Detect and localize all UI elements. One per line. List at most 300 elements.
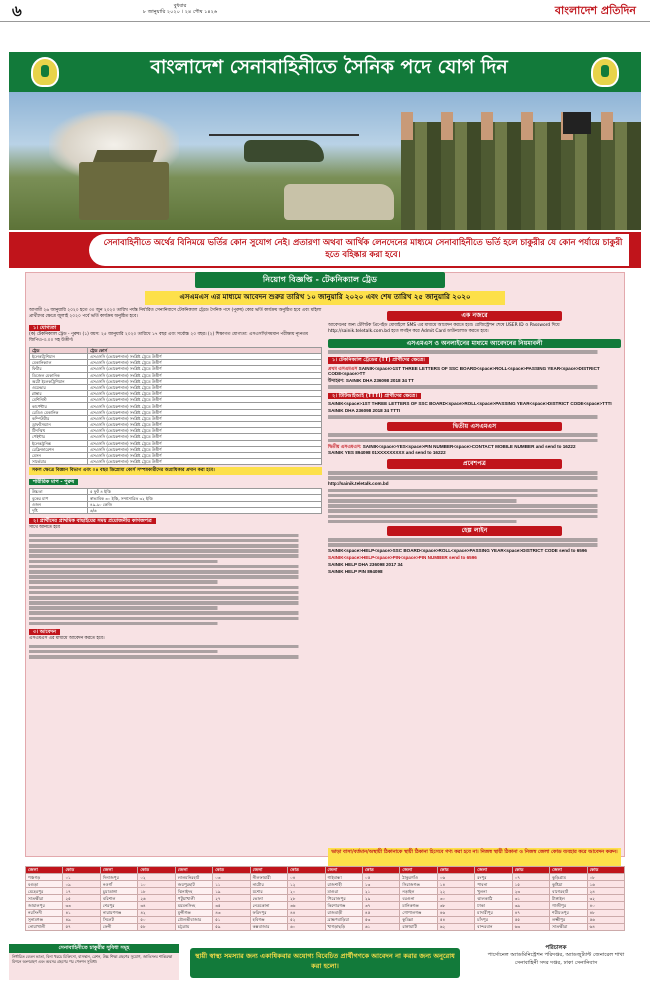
district-row (26, 888, 625, 895)
help-sms-format: SAINIK<space>HELP<space>SSC BOARD<space>ROLL<space>PASSING YEAR<space>DISTRICT CODE send to 6596 (328, 548, 587, 554)
physical-key: ওজন (30, 501, 88, 507)
text-line (29, 606, 234, 610)
district-code-header: কোড (362, 867, 399, 874)
district-name: বগুড়া (26, 881, 63, 888)
district-code: ৩৪ (138, 902, 175, 909)
trade-name: ডিজেল মেকানিক (30, 372, 88, 378)
text-line (29, 544, 322, 548)
trade-course: এসএসসি (ভোকেশনাল) সংশ্লিষ্ট ট্রেডে উত্তীর্ণ (88, 428, 322, 434)
banner-title: বাংলাদেশ সেনাবাহিনীতে সৈনিক পদে যোগ দিন (150, 56, 508, 78)
text-line (328, 439, 621, 443)
admit-card-url[interactable]: http://sainik.teletalk.com.bd (328, 481, 389, 487)
text-line (29, 601, 322, 605)
district-name: রাজবাড়ী (325, 909, 362, 916)
sms-rules-heading: এসএমএস ও অনলাইনের মাধ্যমে আবেদনের নিয়মাবলী (328, 339, 621, 349)
district-name: সিরাজগঞ্জ (400, 881, 437, 888)
district-code: ৬৪ (587, 923, 624, 930)
trade-course: এসএসসি (ভোকেশনাল) সংশ্লিষ্ট ট্রেডে উত্তীর্ণ (88, 353, 322, 359)
district-code: ০৫ (362, 874, 399, 881)
physical-key: দৃষ্টি (30, 507, 88, 513)
text-line (328, 494, 621, 498)
text-line (29, 655, 322, 659)
district-code: ৫৪ (437, 916, 474, 923)
district-name: ময়মনসিংহ (175, 902, 212, 909)
physical-value: ৫ ফুট ৪ ইঞ্চি (88, 489, 322, 495)
district-name: সিলেট (100, 916, 137, 923)
district-name: বান্দরবান (475, 923, 512, 930)
district-name: সাতক্ষীরা (550, 923, 587, 930)
trade-name: ওয়েল্ডার (30, 384, 88, 390)
text-line (328, 509, 621, 513)
district-code: ২৮ (288, 895, 325, 902)
district-code: ২৩ (512, 888, 549, 895)
district-name: পটুয়াখালী (175, 895, 212, 902)
district-name: ঢাকা (475, 902, 512, 909)
newspaper-logo: বাংলাদেশ প্রতিদিন (554, 4, 636, 17)
text-line (328, 543, 621, 547)
district-code: ২৭ (213, 895, 250, 902)
text-line (328, 520, 533, 524)
trade-course: এসএসসি (ভোকেশনাল) সংশ্লিষ্ট ট্রেডে উত্তীর্ণ (88, 452, 322, 458)
sms-format-ttti: SAINIK<space>1ST THREE LETTERS OF SSC BOARD<space>ROLL<space>PASSING YEAR<space>DISTRICT CODE<space>TTTI (328, 400, 612, 406)
district-name-header: জেলা (400, 867, 437, 874)
district-code: ০১ (63, 874, 100, 881)
district-name: রংপুর (475, 874, 512, 881)
armored-vehicle (284, 184, 394, 220)
second-sms-format (328, 444, 621, 450)
course-col-header: ট্রেড কোর্স (88, 347, 322, 353)
district-name: কুষ্টিয়া (550, 881, 587, 888)
text-line (328, 504, 621, 508)
section-documents: ২। প্রার্থীদের প্রাথমিক বাছাইয়ের সময় প্রয়োজনীয় কাগজপত্র (29, 518, 156, 524)
text-line (29, 617, 322, 621)
district-code: ৬৩ (512, 923, 549, 930)
help-example: SAINIK HELP DHA 236098 2017 34 (328, 561, 403, 567)
district-name: রাঙ্গামাটি (400, 923, 437, 930)
district-name: নারায়ণগঞ্জ (100, 909, 137, 916)
text-line (328, 538, 621, 542)
sms-format-tt: SAINIK<space>1ST THREE LETTERS OF SSC BOARD<space>ROLL<space>PASSING YEAR<space>DISTRICT CODE<space>TT (328, 365, 600, 377)
trade-course: এসএসসি (ভোকেশনাল) সংশ্লিষ্ট ট্রেডে উত্তীর্ণ (88, 409, 322, 415)
text-line (328, 385, 621, 389)
example-label: উদাহরণ: (328, 378, 345, 384)
health-notice: স্থায়ী স্বাস্থ্য সমস্যার জন্য একাধিকবার অযোগ্য বিবেচিত প্রার্থীগণকে আবেদন না করার জন্য অনুরোধ করা হলো। (190, 948, 460, 978)
section-application: ৩। আবেদন (29, 629, 60, 635)
text-line (29, 534, 322, 538)
district-code: ৬০ (288, 923, 325, 930)
district-name: ফরিদপুর (250, 909, 287, 916)
district-name: কুমিল্লা (400, 916, 437, 923)
text-line (29, 650, 234, 654)
helicopter-rotor (209, 134, 359, 136)
district-name: গাজীপুর (550, 902, 587, 909)
district-code: ১৮ (138, 888, 175, 895)
district-name: নেত্রকোনা (250, 902, 287, 909)
sms-example-tt (328, 378, 621, 384)
trade-name: মেকানিক্যাল (30, 360, 88, 366)
physical-row (30, 507, 322, 513)
district-code: ০২ (138, 874, 175, 881)
district-code: ৫০ (138, 916, 175, 923)
district-row (26, 902, 625, 909)
district-name: পাবনা (475, 881, 512, 888)
district-code: ০৮ (587, 874, 624, 881)
district-code: ৩৯ (512, 902, 549, 909)
soldiers-group (401, 122, 641, 230)
text-line (29, 560, 234, 564)
intro-paragraph: আগামী ২৬ জানুয়ারি ২০২০ হতে ৩০ জুন ২০২০ তারিখ পর্যন্ত নির্ধারিত সেনানিবাসে টেকনিক্যাল ট্রেডে সৈনিক পদে (পুরুষ) কোর ভর্তি কার্যক্রম অনুষ্ঠিত হবে এবং মহিলা প্রার্থীদের ক্ষেত্রে জুলাই ২০২০ পর্বে ভর্তি কার্যক্রম অনুষ্ঠিত হবে। (29, 308, 322, 320)
district-code: ০৩ (213, 874, 250, 881)
district-code: ৪১ (63, 909, 100, 916)
district-row (26, 909, 625, 916)
trade-course: এসএসসি (ভোকেশনাল) সংশ্লিষ্ট ট্রেডে উত্তীর্ণ (88, 360, 322, 366)
district-code: ৪০ (587, 902, 624, 909)
district-code: ১৯ (213, 888, 250, 895)
district-code: ৩১ (512, 895, 549, 902)
at-a-glance-heading: এক নজরে (387, 311, 563, 321)
benefits-box (9, 944, 179, 980)
district-name: মেহেরপুর (26, 888, 63, 895)
district-code: ০৯ (63, 881, 100, 888)
district-name: সুনামগঞ্জ (26, 916, 63, 923)
district-name: জামালপুর (26, 902, 63, 909)
text-line (29, 596, 322, 600)
text-line (29, 539, 322, 543)
text-line (328, 433, 621, 437)
district-code: ২৫ (63, 895, 100, 902)
district-code: ৩৩ (63, 902, 100, 909)
help-pin-format: SAINIK<space>HELP<space>PIN<space>PIN NUMBER send to 6596 (328, 555, 477, 561)
text-line (29, 565, 322, 569)
application-dates: এসএমএস এর মাধ্যমে আবেদন শুরুর তারিখ ১০ জানুয়ারি ২০২০ এবং শেষ তারিখ ২৫ জানুয়ারি ২০২০ (145, 291, 505, 305)
text-line (328, 489, 621, 493)
text-line (29, 586, 322, 590)
sms-example-yes: SAINIK YES 894098 01XXXXXXXXX and send to 16222 (328, 450, 446, 456)
first-sms-label: প্রথম এসএমএস (328, 365, 358, 371)
text-line (328, 476, 621, 480)
district-name: ভোলা (250, 895, 287, 902)
district-name: শেরপুর (100, 902, 137, 909)
district-name: ব্রাহ্মণবাড়িয়া (325, 916, 362, 923)
tt-heading: ১। টেকনিক্যাল ট্রেডের (TT) প্রার্থীদের ক্ষেত্রে। (328, 357, 429, 363)
text-line (29, 645, 322, 649)
district-name: টাঙ্গাইল (550, 895, 587, 902)
district-name: শরীয়তপুর (550, 909, 587, 916)
district-name: বরগুনা (400, 895, 437, 902)
trade-course: এসএসসি (ভোকেশনাল) সংশ্লিষ্ট ট্রেডে উত্তীর্ণ (88, 384, 322, 390)
trade-course: এসএসসি (ভোকেশনাল) সংশ্লিষ্ট ট্রেডে উত্তীর্ণ (88, 434, 322, 440)
district-name: ঠাকুরগাঁও (400, 874, 437, 881)
trade-table (29, 347, 322, 466)
trade-name: ইলেকট্রিশিয়ান (30, 353, 88, 359)
trade-course: এসএসসি (ভোকেশনাল) সংশ্লিষ্ট ট্রেডে উত্তীর্ণ (88, 403, 322, 409)
warning-notice (9, 232, 641, 268)
physical-value: ৬/৬ (88, 507, 322, 513)
trade-row (30, 459, 322, 465)
trade-name: ড্রাফটসম্যান (30, 422, 88, 428)
trade-name: কম্পিউটার (30, 415, 88, 421)
page-number: ৬ (12, 2, 22, 20)
district-code: ৫৮ (138, 923, 175, 930)
ad-banner (9, 52, 641, 92)
district-name: দিনাজপুর (100, 874, 137, 881)
trade-name: পেইন্টার (30, 434, 88, 440)
district-code: ৫৭ (63, 923, 100, 930)
text-line (29, 580, 234, 584)
eligibility-text: (ক) টেকনিক্যাল ট্রেড - পুরুষ। (১) বয়স: ২৫ জানুয়ারি ২০২০ তারিখে ১৭ বছর এবং সর্বোচ্চ ২০ বছর। (২) শিক্ষাগত যোগ্যতা: এসএসসি/সমমান পরীক্ষায় ন্যূনতম জিপিএ-৩.০০ সহ উত্তীর্ণ। (29, 332, 308, 344)
district-code: ৩৮ (437, 902, 474, 909)
district-code: ০৪ (288, 874, 325, 881)
helpline-heading: হেল্প লাইন (387, 526, 563, 536)
district-row (26, 874, 625, 881)
district-name: মুন্সীগঞ্জ (175, 909, 212, 916)
sms-format-yes: SAINIK<space>YES<space>PIN NUMBER<space>CONTACT MOBILE NUMBER and send to 16222 (362, 443, 576, 449)
benefits-title: সেনাবাহিনীতে চাকুরীর সুবিধা সমূহ (9, 944, 179, 953)
district-code: ২৬ (138, 895, 175, 902)
trade-name: রেডিও মেকানিক (30, 409, 88, 415)
text-line (328, 499, 533, 503)
district-code: ২৯ (362, 895, 399, 902)
district-code: ৫৫ (512, 916, 549, 923)
trade-course: এসএসসি (ভোকেশনাল) সংশ্লিষ্ট ট্রেডে উত্তীর্ণ (88, 446, 322, 452)
recruitment-title: নিয়োগ বিজ্ঞপ্তি - টেকনিক্যাল ট্রেড (195, 272, 445, 288)
district-name: গোপালগঞ্জ (400, 909, 437, 916)
documents-head: সাথে আনতে হবে (29, 525, 60, 531)
district-code: ৫৬ (587, 916, 624, 923)
district-code-table (25, 866, 625, 938)
right-column (328, 308, 621, 848)
district-code: ৪৬ (437, 909, 474, 916)
district-name-header: জেলা (325, 867, 362, 874)
district-name: লালমনিরহাট (175, 874, 212, 881)
district-row (26, 881, 625, 888)
district-name: চট্টগ্রাম (175, 923, 212, 930)
priority-note: সকল ক্ষেত্রে বিজ্ঞান বিভাগ এবং ০৪ বছর ডিপ্লোমা কোর্স সম্পন্নকারীদের অগ্রাধিকার প্রদান করা হবে। (29, 467, 322, 475)
district-code: ১৬ (587, 881, 624, 888)
first-sms-format (328, 366, 621, 377)
text-line (29, 554, 322, 558)
trade-course: এসএসসি (ভোকেশনাল) সংশ্লিষ্ট ট্রেডে উত্তীর্ণ (88, 391, 322, 397)
district-name: যশোর (250, 888, 287, 895)
district-code: ২১ (362, 888, 399, 895)
district-name: পঞ্চগড় (26, 874, 63, 881)
district-code: ৪২ (138, 909, 175, 916)
trade-course: এসএসসি (ভোকেশনাল) সংশ্লিষ্ট ট্রেডে উত্তীর্ণ (88, 378, 322, 384)
application-text: এসএমএস এর মাধ্যমে আবেদন করতে হবে। (29, 636, 105, 642)
district-code: ৩২ (587, 895, 624, 902)
district-code: ৩৫ (213, 902, 250, 909)
district-row (26, 923, 625, 930)
district-code-header: কোড (288, 867, 325, 874)
trade-course: এসএসসি (ভোকেশনাল) সংশ্লিষ্ট ট্রেডে উত্তীর্ণ (88, 415, 322, 421)
trade-course: এসএসসি (ভোকেশনাল) সংশ্লিষ্ট ট্রেডে উত্তীর্ণ (88, 422, 322, 428)
text-line (29, 570, 322, 574)
district-name: পিরোজপুর (325, 895, 362, 902)
district-name: গাইবান্ধা (325, 874, 362, 881)
district-code: ৫৯ (213, 923, 250, 930)
trade-col-header: ট্রেড (30, 347, 88, 353)
district-name: ফেনী (100, 923, 137, 930)
district-name: নড়াইল (400, 888, 437, 895)
district-name: মাগুরা (325, 888, 362, 895)
district-code: ৪৫ (362, 909, 399, 916)
district-name-header: জেলা (100, 867, 137, 874)
district-code: ০৬ (437, 874, 474, 881)
district-code: ৫১ (213, 916, 250, 923)
text-line (328, 471, 621, 475)
district-code: ১৪ (437, 881, 474, 888)
physical-key: উচ্চতা (30, 489, 88, 495)
text-line (328, 515, 621, 519)
district-code: ৪৪ (288, 909, 325, 916)
district-code-header: কোড (63, 867, 100, 874)
text-line (29, 591, 322, 595)
district-name: ঝিনাইদহ (175, 888, 212, 895)
ttti-heading: ২। টিটিআইআই (TTTI) প্রার্থীদের ক্ষেত্রে। (328, 393, 421, 399)
district-name: মাদারীপুর (475, 909, 512, 916)
help-example-2: SAINIK HELP PIN 894098 (328, 568, 383, 574)
second-sms-heading: দ্বিতীয় এসএমএস (387, 422, 563, 432)
district-code: ১৩ (362, 881, 399, 888)
district-name: নাটোর (250, 881, 287, 888)
district-name: বাগেরহাট (550, 888, 587, 895)
district-code: ৩৬ (288, 902, 325, 909)
district-row (26, 916, 625, 923)
trade-course: এসএসসি (ভোকেশনাল) সংশ্লিষ্ট ট্রেডে উত্তীর্ণ (88, 459, 322, 465)
district-name: নীলফামারী (250, 874, 287, 881)
district-note: ভাড়া বাসা/বর্তমান/অস্থায়ী ঠিকানাকে স্থায়ী ঠিকানা হিসেবে গণ্য করা হবে না। নিজস্ব স্থায়ী ঠিকানা ও নিজস্ব জেলা কোড ব্যবহার করে আবেদন করুন। (328, 848, 621, 866)
issuer-label: পরিচালক (545, 945, 567, 951)
left-column (29, 308, 322, 848)
district-table (25, 866, 625, 931)
second-sms-label: দ্বিতীয় এসএমএস: (328, 443, 362, 449)
district-name: বরিশাল (100, 895, 137, 902)
district-name: জয়পুরহাট (175, 881, 212, 888)
district-name: খুলনা (475, 888, 512, 895)
physical-table (29, 488, 322, 514)
district-code: ১৫ (512, 881, 549, 888)
district-code: ১২ (288, 881, 325, 888)
trade-course: এসএসসি (ভোকেশনাল) সংশ্লিষ্ট ট্রেডে উত্তীর্ণ (88, 372, 322, 378)
district-name: মৌলভীবাজার (175, 916, 212, 923)
district-name: চাঁদপুর (475, 916, 512, 923)
district-name-header: জেলা (250, 867, 287, 874)
district-code-header: কোড (587, 867, 624, 874)
district-code: ১০ (138, 881, 175, 888)
district-code: ১১ (213, 881, 250, 888)
district-name: মানিকগঞ্জ (400, 902, 437, 909)
text-line (29, 549, 322, 553)
district-code: ৪৯ (63, 916, 100, 923)
trade-course: এসএসসি (ভোকেশনাল) সংশ্লিষ্ট ট্রেডে উত্তীর্ণ (88, 366, 322, 372)
trade-name: অটো ইলেকট্রিশিয়ান (30, 378, 88, 384)
district-name: সাতক্ষীরা (26, 895, 63, 902)
district-code: ৪৮ (587, 909, 624, 916)
page-header (0, 0, 650, 22)
district-header-row (26, 867, 625, 874)
trade-name: ফিটার (30, 366, 88, 372)
physical-key: বুকের মাপ (30, 495, 88, 501)
trade-name: প্লাম্বার (30, 391, 88, 397)
launcher-truck (79, 162, 169, 220)
trade-name: মেসন (30, 452, 88, 458)
army-emblem-icon (31, 57, 59, 87)
district-name-header: জেলা (175, 867, 212, 874)
district-name: নোয়াখালী (26, 923, 63, 930)
physical-value: ৪৯.৯০ কেজি (88, 501, 322, 507)
text-line (29, 622, 234, 626)
trade-name: সার্ভেয়ার (30, 459, 88, 465)
issuer-name: পার্সোনেল অ্যাডমিনিস্ট্রেশন পরিদপ্তর, অ্যাডজুট্যান্ট জেনারেল শাখা সেনাবাহিনী সদর দপ্তর, ঢাকা সেনানিবাস (487, 951, 625, 966)
district-name: কক্সবাজার (250, 923, 287, 930)
district-code: ৩০ (437, 895, 474, 902)
district-row (26, 895, 625, 902)
district-name: রাজশাহী (325, 881, 362, 888)
benefits-text: নির্ধারিত বেতন ভাতা, বিনা খরচে চিকিৎসা, বাসস্থান, রেশন, উচ্চ শিক্ষা গ্রহণের সুযোগ, জাতিসংঘ শান্তিরক্ষা মিশনে অংশগ্রহণ এবং অবসর গ্রহণের পর পেনশন সুবিধা। (12, 953, 173, 964)
trade-course: এসএসসি (ভোকেশনাল) সংশ্লিষ্ট ট্রেডে উত্তীর্ণ (88, 397, 322, 403)
district-name: কুড়িগ্রাম (550, 874, 587, 881)
trade-name: কার্পেন্টার (30, 403, 88, 409)
district-code: ৬১ (362, 923, 399, 930)
district-code: ০৭ (512, 874, 549, 881)
sms-example-tt-value: SAINIK DHA 236098 2018 34 TT (345, 378, 414, 384)
trade-course: এসএসসি (ভোকেশনাল) সংশ্লিষ্ট ট্রেডে উত্তীর্ণ (88, 440, 322, 446)
district-name: হবিগঞ্জ (250, 916, 287, 923)
district-code: ১৭ (63, 888, 100, 895)
district-code: ৩৭ (362, 902, 399, 909)
district-name-header: জেলা (475, 867, 512, 874)
text-line (328, 350, 621, 354)
admit-card-heading: প্রবেশপত্র (387, 459, 563, 469)
district-code-header: কোড (213, 867, 250, 874)
district-code-header: কোড (512, 867, 549, 874)
section-eligibility: ১। যোগ্যতা (29, 325, 60, 331)
district-code: ২০ (288, 888, 325, 895)
text-line (29, 575, 322, 579)
text-line (328, 415, 621, 419)
trade-name: রেফ্রিজারেশন (30, 446, 88, 452)
camera-equipment (563, 112, 591, 134)
physical-title: শারীরিক মাপ - পুরুষ (29, 479, 78, 485)
army-photo-collage (9, 92, 641, 230)
district-code-header: কোড (138, 867, 175, 874)
at-a-glance-text: আবেদনের জন্য টেলিটক প্রিপেইড মোবাইলে SMS এর মাধ্যমে আবেদন করতে হবে। রেজিস্ট্রেশন শেষে USER ID ও Password দিয়ে http://sainik.teletalk.com.bd হতে লগইন করে Admit Card ডাউনলোড করতে হবে। (328, 322, 560, 335)
notice-text: সেনাবাহিনীতে অর্থের বিনিময়ে ভর্তির কোন সুযোগ নেই। প্রতারণা অথবা আর্থিক লেনদেনের মাধ্যমে সেনাবাহিনীতে ভর্তি হলে চাকুরীর যে কোন পর্যায়ে চাকুরী হতে বহিষ্কার করা হবে। (103, 237, 623, 259)
district-name: নরসিংদী (26, 909, 63, 916)
army-emblem-icon (591, 57, 619, 87)
district-name: লক্ষ্মীপুর (550, 916, 587, 923)
district-name: খাগড়াছড়ি (325, 923, 362, 930)
district-name: নওগাঁ (100, 881, 137, 888)
text-line (29, 611, 322, 615)
district-name: কিশোরগঞ্জ (325, 902, 362, 909)
district-code: ৪৩ (213, 909, 250, 916)
district-code: ৫৩ (362, 916, 399, 923)
district-code: ২৪ (587, 888, 624, 895)
sms-example-ttti: SAINIK DHA 236098 2018 34 TTTI (328, 407, 401, 413)
district-name-header: জেলা (26, 867, 63, 874)
issue-date: বুধবার ৮ জানুয়ারি ২০২০ । ২৪ পৌষ ১৪২৬ (142, 3, 218, 16)
district-name: ঝালকাঠি (475, 895, 512, 902)
district-code: ৫২ (288, 916, 325, 923)
district-name: চুয়াডাঙ্গা (100, 888, 137, 895)
district-code: ২২ (437, 888, 474, 895)
district-code: ৪৭ (512, 909, 549, 916)
district-name-header: জেলা (550, 867, 587, 874)
notice-box (89, 234, 629, 266)
helicopter (244, 140, 324, 162)
issuer-box (470, 944, 642, 980)
